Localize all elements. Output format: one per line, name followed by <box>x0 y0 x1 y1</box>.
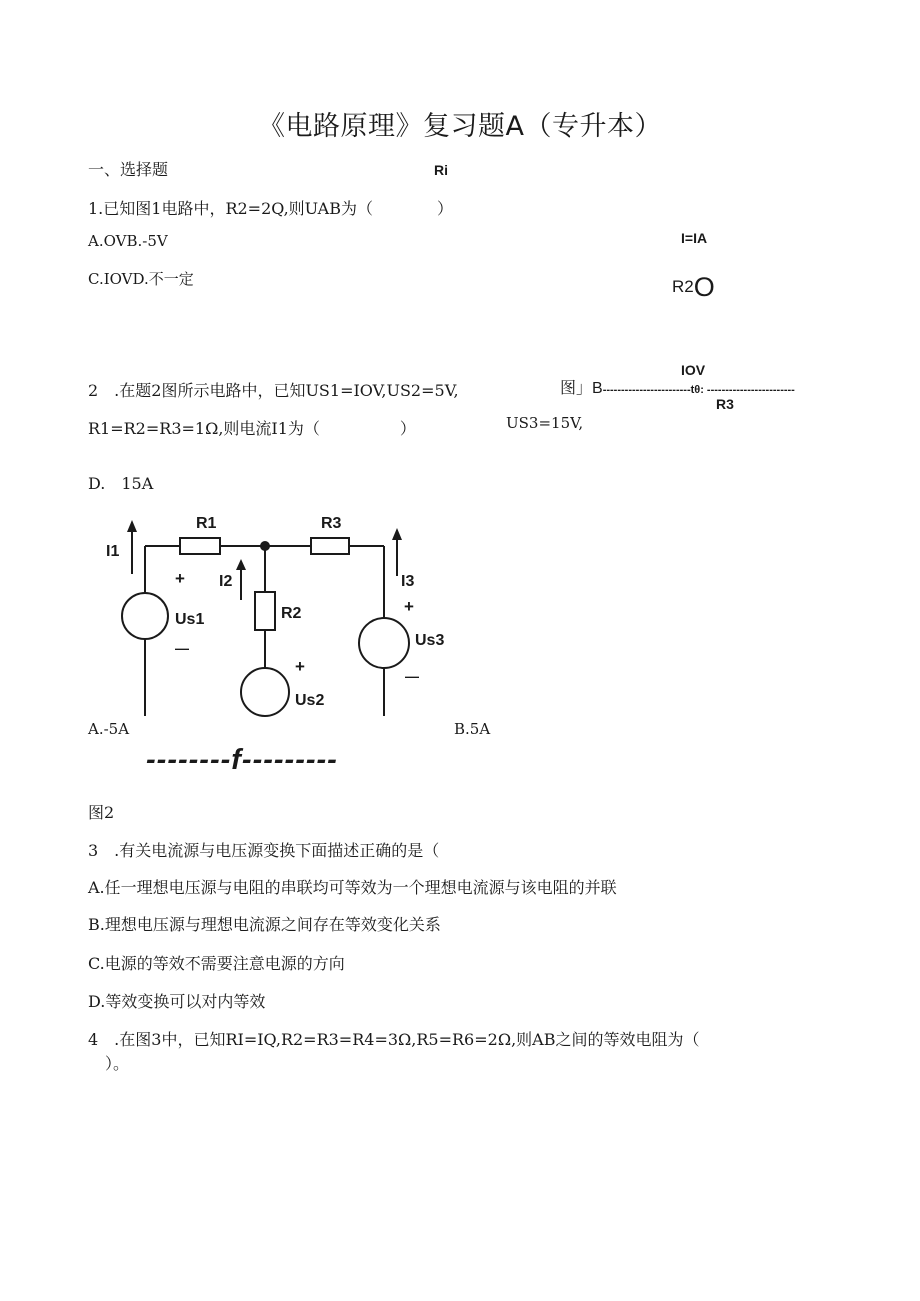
source-us3 <box>359 618 409 668</box>
q2-option-a: A.-5A <box>88 720 130 738</box>
resistor-r3 <box>311 538 349 554</box>
figure-2-caption: 图2 <box>88 803 115 822</box>
label-r2: R2 <box>281 605 302 622</box>
label-us3-plus: + <box>404 597 414 616</box>
fig1-label-ri: Ri <box>434 162 448 178</box>
junction-node <box>260 541 270 551</box>
label-us3: Us3 <box>415 632 445 649</box>
label-us2: Us2 <box>295 692 325 709</box>
q3-option-d: D.等效变换可以对内等效 <box>88 992 266 1011</box>
q2-stem-line1: 2 .在题2图所示电路中，已知US1=IOV,US2=5V, <box>88 381 459 400</box>
label-i1: I1 <box>106 543 120 560</box>
fig1-dash-line: ------------------------tθ: ------------------------ <box>602 384 795 396</box>
fig1-label-r3: R3 <box>716 396 734 412</box>
resistor-r2 <box>255 592 275 630</box>
q2-stem-right: US3=15V, <box>506 414 584 432</box>
label-i3: I3 <box>401 573 415 590</box>
fig1-label-r2-prefix: R2 <box>672 277 694 296</box>
fig1-line <box>560 375 795 398</box>
fig1-label-r2-suffix: O <box>693 272 715 302</box>
q1-stem: 1.已知图1电路中，R2=2Q,则UAB为（ ） <box>88 199 453 218</box>
resistor-r1 <box>180 538 220 554</box>
label-us1-plus: + <box>175 569 185 588</box>
label-r3: R3 <box>321 515 342 532</box>
label-r1: R1 <box>196 515 217 532</box>
fig1-label-iov: IOV <box>681 362 706 378</box>
fig1-label-current: I=IA <box>681 230 708 246</box>
q2-option-b: B.5A <box>454 720 491 738</box>
q4-stem-line2: ）。 <box>105 1054 130 1073</box>
q3-option-a: A.任一理想电压源与电阻的串联均可等效为一个理想电流源与该电阻的并联 <box>88 878 617 897</box>
label-us2-plus: + <box>295 657 305 676</box>
q2-option-d: D. 15A <box>88 474 154 493</box>
q4-stem-line1: 4 .在图3中，已知RI=IQ,R2=R3=R4=3Ω,R5=R6=2Ω,则AB之间的等效电阻为（ <box>88 1030 700 1049</box>
arrowhead-i1 <box>127 520 137 532</box>
label-us3-minus: — <box>405 668 419 684</box>
q3-option-c: C.电源的等效不需要注意电源的方向 <box>88 954 345 973</box>
page-title: 《电路原理》复习题A（专升本） <box>258 111 662 142</box>
fig1-label-fig: 图」B <box>560 380 603 397</box>
circuit-diagram-2 <box>95 506 455 720</box>
q3-option-b: B.理想电压源与理想电流源之间存在等效变化关系 <box>88 915 441 934</box>
q3-stem: 3 .有关电流源与电压源变换下面描述正确的是（ <box>88 841 440 860</box>
label-us1: Us1 <box>175 611 205 628</box>
q1-options-ab: A.OVB.-5V <box>88 232 168 250</box>
fig1-label-r2 <box>672 272 715 303</box>
q2-stem-line2: R1=R2=R3=1Ω,则电流I1为（ ） <box>88 419 416 438</box>
garbled-line: --------f--------- <box>146 744 338 776</box>
arrowhead-i3 <box>392 528 402 540</box>
source-us2 <box>241 668 289 716</box>
q1-options-cd: C.IOVD.不一定 <box>88 270 194 288</box>
section-heading: 一、选择题 <box>88 160 169 179</box>
arrowhead-i2 <box>236 559 246 570</box>
label-i2: I2 <box>219 573 233 590</box>
source-us1 <box>122 593 168 639</box>
label-us1-minus: — <box>175 640 189 656</box>
